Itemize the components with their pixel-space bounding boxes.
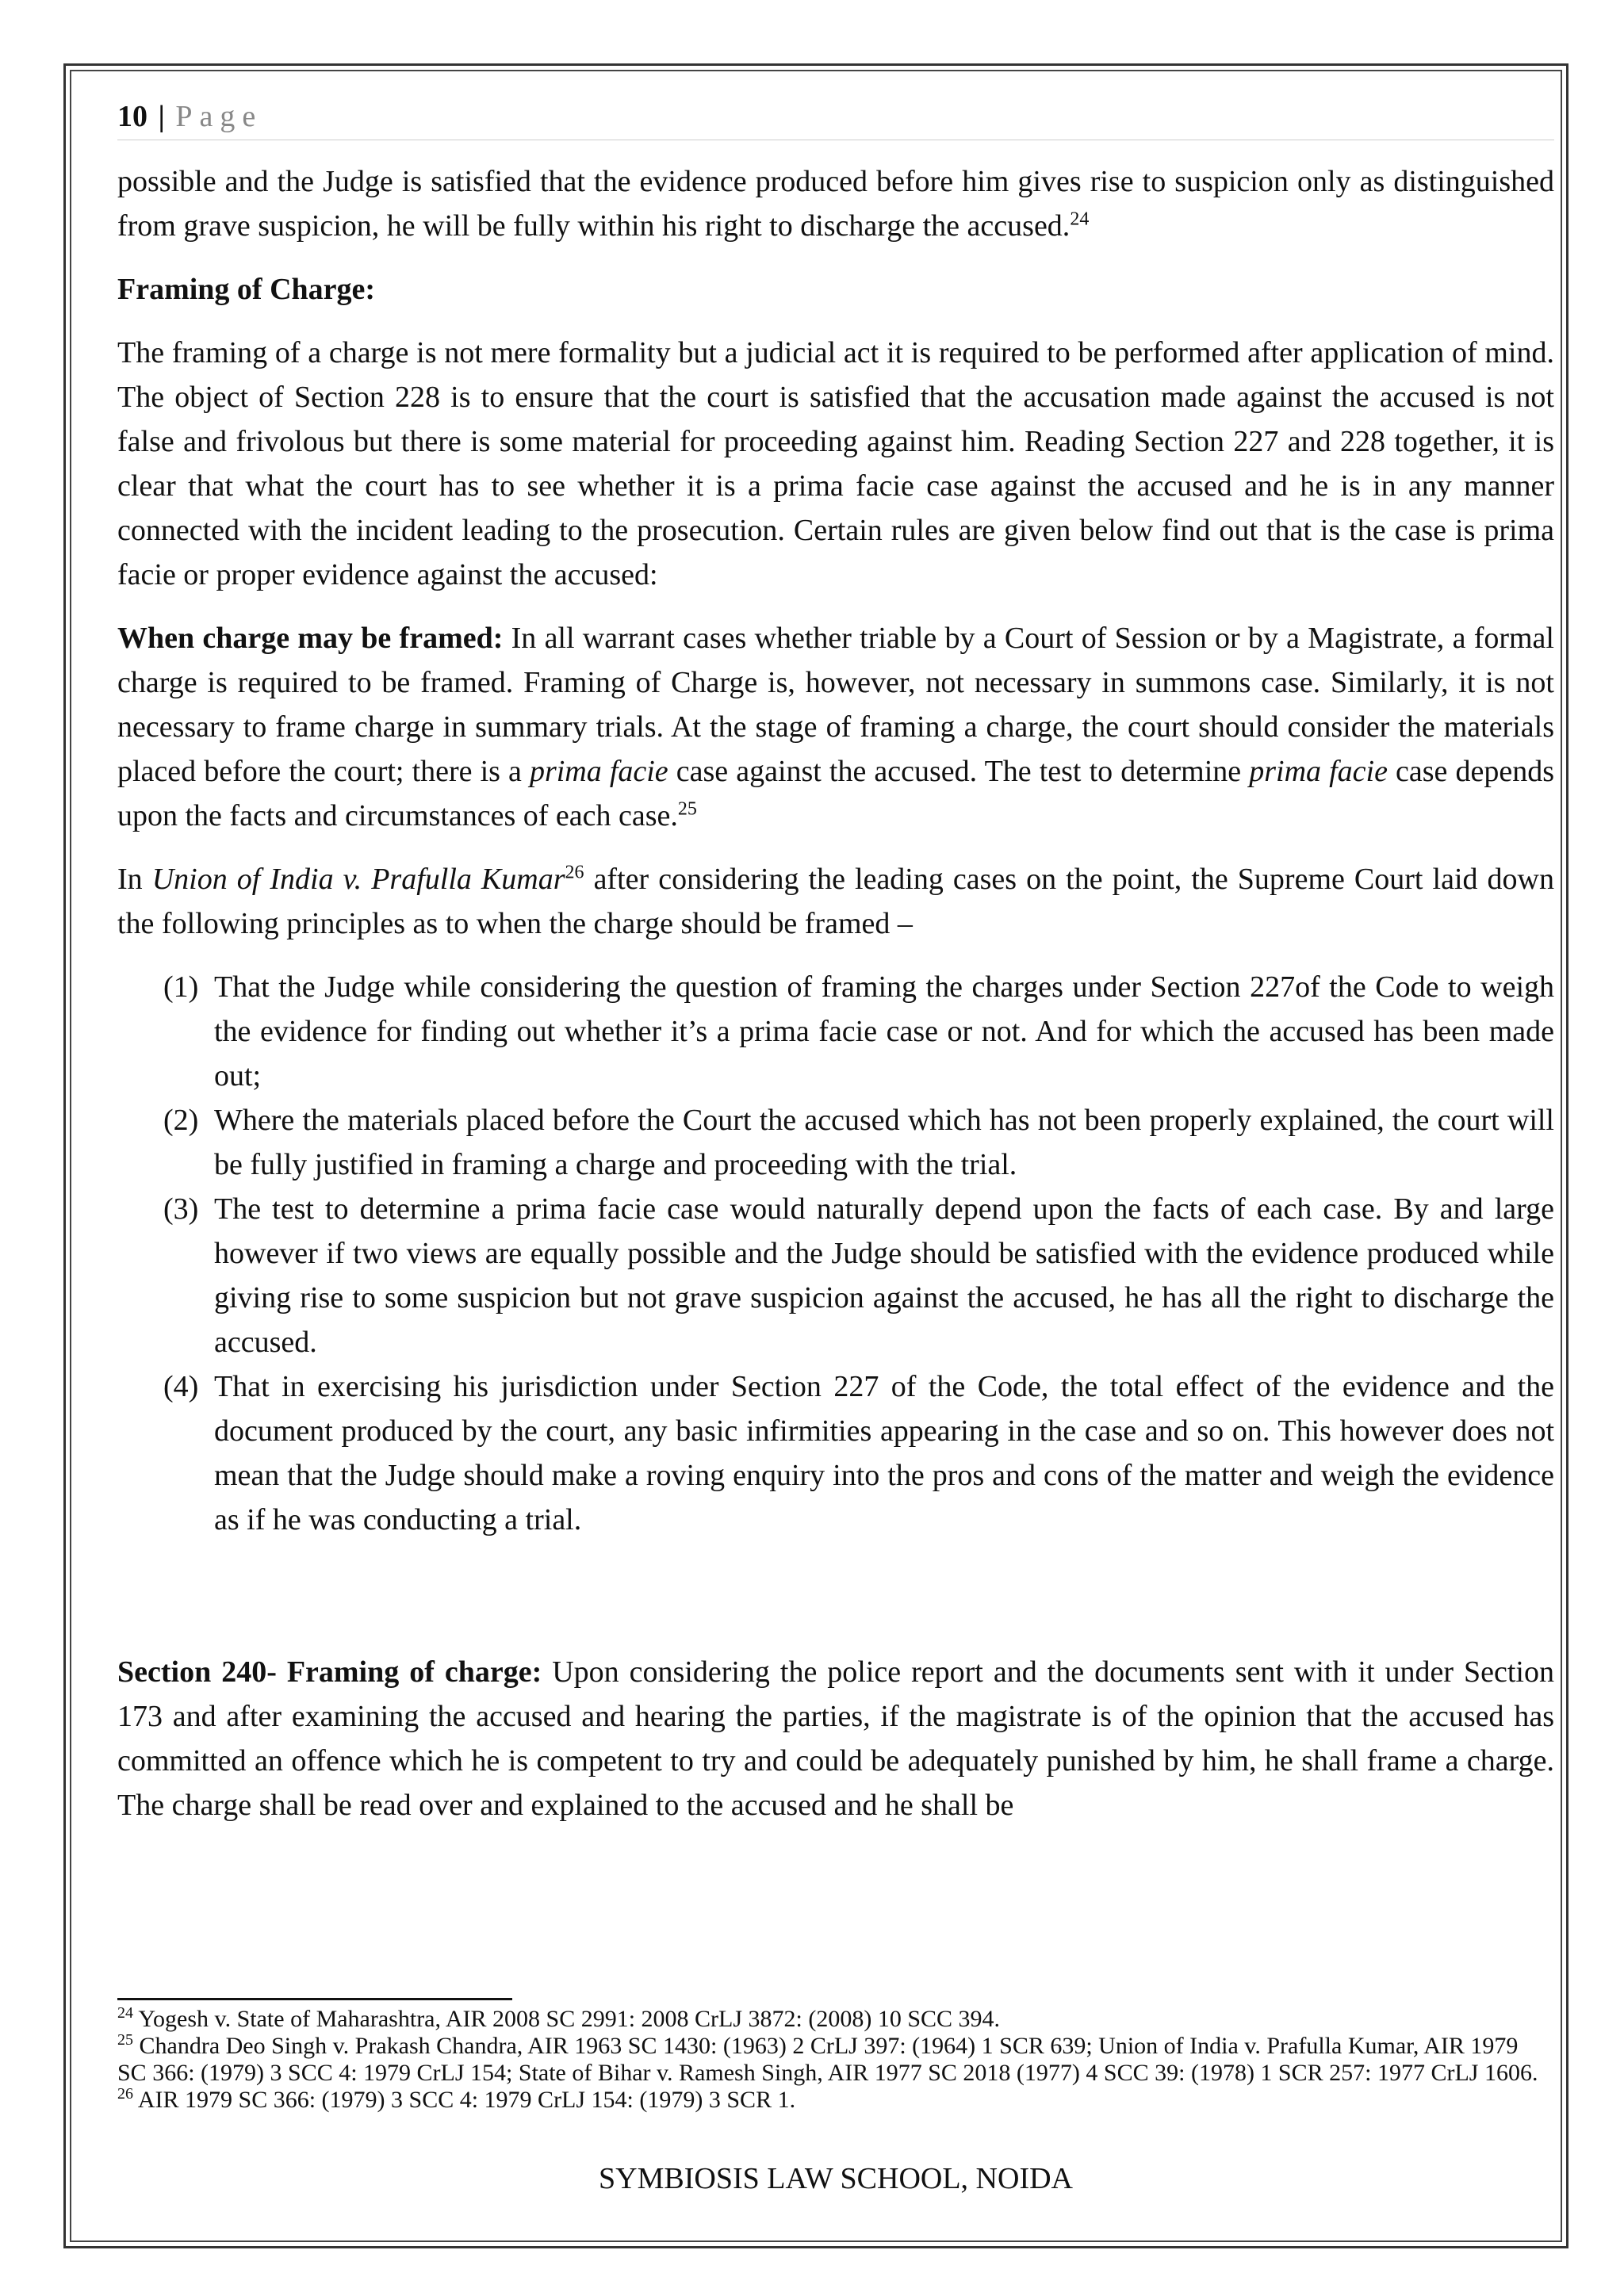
- page-header: [117, 94, 1554, 140]
- footnote-ref-25: 25: [677, 798, 697, 820]
- footnote-separator: [117, 1998, 512, 2000]
- paragraph-discharge-continuation: possible and the Judge is satisfied that the evidence produced before him gives rise to suspicion only as distinguished from grave suspicion, he will be fully within his right to discharge the accused.$^{24}$: [117, 165, 1554, 243]
- header-separator: |: [158, 100, 165, 133]
- page-footer: SYMBIOSIS LAW SCHOOL, NOIDA: [599, 2162, 1073, 2195]
- list-item: (4) That in exercising his jurisdiction under Section 227 of the Code, the total effect of the evidence and the document produced by the court, any basic infirmities appearing in the case and so on. This however does not mean that the Judge should make a roving enquiry into the pros and cons of the matter and weigh the evidence as if he was conducting a trial.: [163, 1370, 1554, 1536]
- heading-when-charge-framed: When charge may be framed:: [117, 622, 504, 655]
- case-name: Union of India v. Prafulla Kumar: [151, 863, 565, 896]
- page-content: [117, 94, 1554, 1827]
- page-label: Page: [175, 100, 263, 133]
- paragraph-when-charge-framed: When charge may be framed: In all warrant cases whether triable by a Court of Session or by a Magistrate, a formal charge is required to be framed. Framing of Charge is, however, not necessary in summons case. Similarly, it is not necessary to frame charge in summary trials. At the stage of framing a charge, the court should consider the materials placed before the court; there is a prima facie case against the accused. The test to determine prima facie case depends upon the facts and circumstances of each case.$^{25}$: [117, 622, 1554, 832]
- list-item: (3) The test to determine a prima facie case would naturally depend upon the facts of each case. By and large however if two views are equally possible and the Judge should be satisfied with the evidence produced while giving rise to some suspicion but not grave suspicion against the accused, he has all the right to discharge the accused.: [163, 1192, 1554, 1359]
- footnote-26: $^{26}$ AIR 1979 SC 366: (1979) 3 SCC 4: 1979 CrLJ 154: (1979) 3 SCR 1.: [117, 2085, 796, 2113]
- page-number: 10: [117, 100, 147, 133]
- paragraph-section-240: Section 240- Framing of charge: Upon considering the police report and the documents sent with it under Section 173 and after examining the accused and hearing the parties, if the magistrate is of the opinion that the accused has committed an offence which he is competent to try and could be adequately punished by him, he shall frame a charge. The charge shall be read over and explained to the accused and he shall be: [117, 1655, 1554, 1822]
- footnotes: [117, 2006, 1545, 2114]
- list-item: (1) That the Judge while considering the question of framing the charges under Section 227of the Code to weigh the evidence for finding out whether it’s a prima facie case or not. And for which the accused has been made out;: [163, 970, 1554, 1093]
- paragraph-prafulla-kumar: In Union of India v. Prafulla Kumar$^{26}$ after considering the leading cases on the point, the Supreme Court laid down the following principles as to when the charge should be framed –: [117, 862, 1554, 940]
- principles-list: [117, 965, 1554, 1542]
- paragraph-framing-intro: The framing of a charge is not mere formality but a judicial act it is required to be performed after application of mind. The object of Section 228 is to ensure that the court is satisfied that the accusation made against the accused is not false and frivolous but there is some material for proceeding against him. Reading Section 227 and 228 together, it is clear that what the court has to see whether it is a prima facie case against the accused and he is in any manner connected with the incident leading to the prosecution. Certain rules are given below find out that is the case is prima facie or proper evidence against the accused:: [117, 336, 1554, 591]
- footnote-25: $^{25}$ Chandra Deo Singh v. Prakash Chandra, AIR 1963 SC 1430: (1963) 2 CrLJ 397: (1964) 1 SCR 639; Union of India v. Prafulla Kumar, AIR 1979 SC 366: (1979) 3 SCC 4: 1979 CrLJ 154; State of Bihar v. Ramesh Singh, AIR 1977 SC 2018 (1977) 4 SCC 39: (1978) 1 SCR 257: 1977 CrLJ 1606.: [117, 2031, 1538, 2086]
- heading-framing-of-charge: Framing of Charge:: [117, 273, 376, 306]
- list-item: (2) Where the materials placed before the Court the accused which has not been properly explained, the court will be fully justified in framing a charge and proceeding with the trial.: [163, 1104, 1554, 1181]
- footnote-ref-24: 24: [1070, 209, 1090, 230]
- footnote-ref-26: 26: [565, 862, 584, 883]
- heading-section-240: Section 240- Framing of charge:: [117, 1655, 542, 1689]
- footnote-24: $^{24}$ Yogesh v. State of Maharashtra, AIR 2008 SC 2991: 2008 CrLJ 3872: (2008) 10 SCC 394.: [117, 2004, 1001, 2032]
